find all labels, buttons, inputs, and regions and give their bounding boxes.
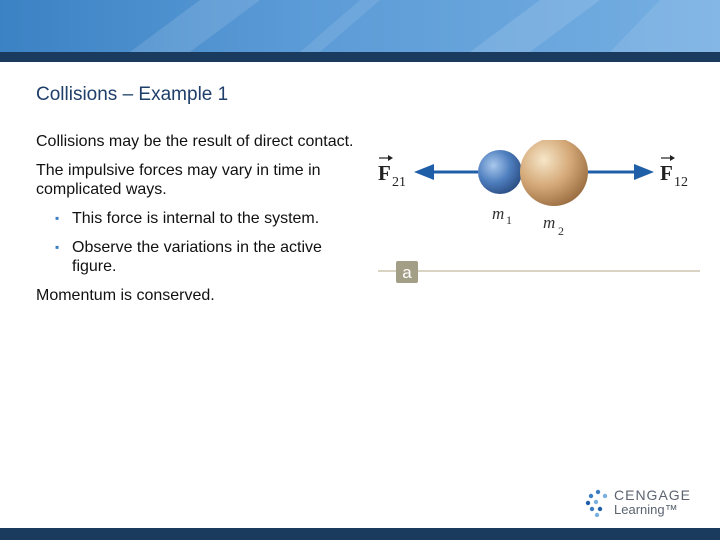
- closing-text: Momentum is conserved.: [36, 287, 215, 304]
- arrowhead-right-icon: [634, 164, 654, 180]
- square-bullet-icon: ▪: [55, 240, 60, 254]
- mass1-subscript: 1: [506, 213, 512, 227]
- bullet-text: This force is internal to the system.: [72, 210, 320, 227]
- slide-body: [36, 132, 356, 315]
- bullet-item: [36, 209, 356, 228]
- slide-title: Collisions – Example 1: [36, 84, 229, 105]
- header-band: [0, 0, 720, 52]
- force-right-subscript: 12: [674, 175, 688, 190]
- square-bullet-icon: ▪: [55, 211, 60, 225]
- paragraph-1: Collisions may be the result of direct contact.: [36, 133, 354, 150]
- bullet-text: Observe the variations in the active figure.: [72, 239, 322, 275]
- arrowhead-left-icon: [414, 164, 434, 180]
- cengage-logo: [584, 485, 694, 519]
- logo-subtext: Learning™: [614, 502, 678, 517]
- mass1-label: m: [492, 204, 505, 223]
- bullet-item: [36, 238, 356, 276]
- header-rule: [0, 52, 720, 62]
- ball-m1: [478, 150, 522, 194]
- footer-band: [0, 528, 720, 540]
- force-left-subscript: 21: [392, 175, 406, 190]
- mass2-subscript: 2: [558, 224, 564, 238]
- ball-m2: [520, 140, 588, 206]
- cengage-logo-icon: [584, 487, 612, 517]
- header-decoration: [0, 0, 720, 52]
- force-left-label: F: [378, 161, 391, 185]
- collision-diagram: [370, 140, 700, 300]
- bullet-list: [36, 209, 356, 276]
- collision-figure: [370, 140, 700, 300]
- panel-label: a: [402, 263, 412, 282]
- paragraph-2: The impulsive forces may vary in time in complicated ways.: [36, 162, 321, 198]
- force-right-label: F: [660, 161, 673, 185]
- logo-wordmark: CENGAGE: [614, 487, 692, 503]
- mass2-label: m: [543, 213, 556, 232]
